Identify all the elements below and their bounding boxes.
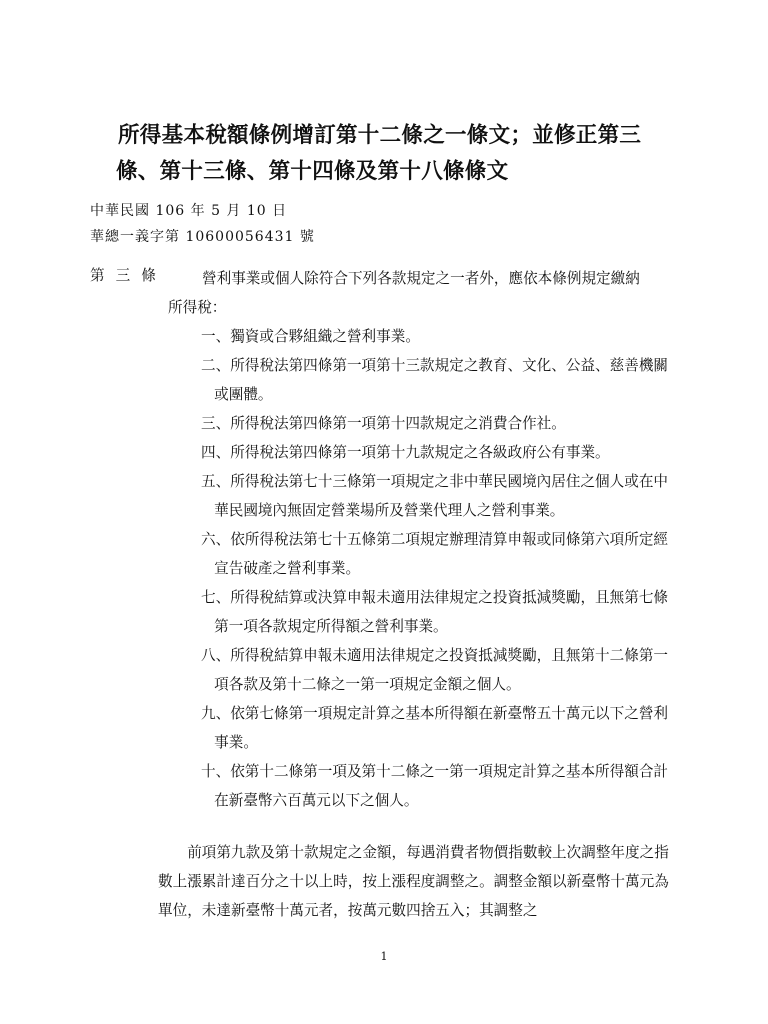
list-item: 一、獨資或合夥組織之營利事業。 xyxy=(201,328,420,345)
list-item: 七、所得稅結算或決算申報未適用法律規定之投資抵減獎勵，且無第七條第一項各款規定所得額之營利事業。 xyxy=(201,589,669,635)
title-line-1: 所得基本稅額條例增訂第十二條之一條文；並修正第三 xyxy=(118,123,642,148)
list-item: 十、依第十二條第一項及第十二條之一第一項規定計算之基本所得額合計在新臺幣六百萬元以下之個人。 xyxy=(201,763,669,809)
article-intro-line-2: 所得稅： xyxy=(168,299,227,316)
list-item: 九、依第七條第一項規定計算之基本所得額在新臺幣五十萬元以下之營利事業。 xyxy=(201,705,669,751)
article-paragraph: 前項第九款及第十款規定之金額，每遇消費者物價指數較上次調整年度之指數上漲累計達百分之十以上時，按上漲程度調整之。調整金額以新臺幣十萬元為單位，未達新臺幣十萬元者，按萬元數四捨五入；其調整之 xyxy=(158,844,669,919)
title-line-2: 條、第十三條、第十四條及第十八條條文 xyxy=(116,159,509,184)
article-heading: 第三條 xyxy=(90,267,167,284)
list-item: 二、所得稅法第四條第一項第十三款規定之教育、文化、公益、慈善機關或團體。 xyxy=(201,357,669,403)
list-item: 六、依所得稅法第七十五條第二項規定辦理清算申報或同條第六項所定經宣告破產之營利事業。 xyxy=(201,531,669,577)
list-item: 三、所得稅法第四條第一項第十四款規定之消費合作社。 xyxy=(201,415,566,432)
article-item-list xyxy=(201,322,671,815)
list-item: 四、所得稅法第四條第一項第十九款規定之各級政府公有事業。 xyxy=(201,444,610,461)
page-number: 1 xyxy=(380,950,388,963)
list-item: 八、所得稅結算申報未適用法律規定之投資抵減獎勵，且無第十二條第一項各款及第十二條之一第一項規定金額之個人。 xyxy=(201,647,669,693)
promulgation-date: 中華民國 106 年 5 月 10 日 xyxy=(90,203,288,219)
article-intro-line-1: 營利事業或個人除符合下列各款規定之一者外，應依本條例規定繳納 xyxy=(202,270,640,287)
document-title xyxy=(118,118,678,190)
article-intro xyxy=(168,264,670,322)
list-item: 五、所得稅法第七十三條第一項規定之非中華民國境內居住之個人或在中華民國境內無固定營業場所及營業代理人之營利事業。 xyxy=(201,473,669,519)
document-number: 華總一義字第 10600056431 號 xyxy=(90,229,315,245)
